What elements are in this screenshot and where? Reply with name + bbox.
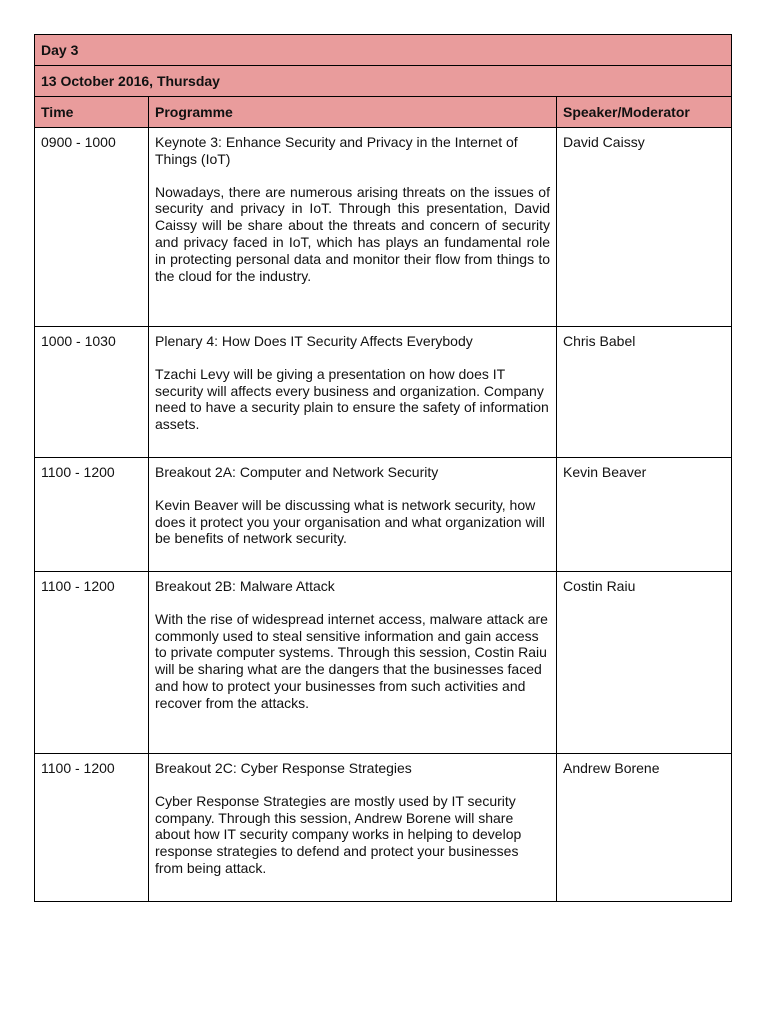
session-row	[35, 128, 732, 327]
date-row	[35, 66, 732, 97]
session-row	[35, 327, 732, 458]
session-programme	[149, 572, 557, 754]
session-title: Plenary 4: How Does IT Security Affects Everybody	[155, 333, 473, 349]
schedule-table	[34, 34, 732, 902]
session-time: 1100 - 1200	[35, 754, 149, 902]
session-row	[35, 754, 732, 902]
session-speaker: Andrew Borene	[557, 754, 732, 902]
date-label: 13 October 2016, Thursday	[35, 66, 732, 97]
speaker-header: Speaker/Moderator	[557, 97, 732, 128]
session-time: 1100 - 1200	[35, 572, 149, 754]
session-description: Nowadays, there are numerous arising threats on the issues of security and privacy in IoT. Through this presentation, David Caissy will be share about the threats and concern of security and privacy faced in IoT, which has plays an fundamental role in protecting personal data and monitor their flow from things to the cloud for the industry.	[155, 183, 550, 284]
programme-header: Programme	[149, 97, 557, 128]
day-label: Day 3	[35, 35, 732, 66]
session-row	[35, 458, 732, 572]
session-programme	[149, 754, 557, 902]
session-time: 0900 - 1000	[35, 128, 149, 327]
session-title: Breakout 2B: Malware Attack	[155, 578, 335, 594]
session-speaker: Costin Raiu	[557, 572, 732, 754]
session-description: Kevin Beaver will be discussing what is network security, how does it protect you your organisation and what organization will be benefits of network security.	[155, 496, 545, 547]
session-speaker: David Caissy	[557, 128, 732, 327]
session-programme	[149, 128, 557, 327]
session-description: With the rise of widespread internet access, malware attack are commonly used to steal sensitive information and gain access to private computer systems. Through this session, Costin Raiu will be sharing what are the dangers that the businesses faced and how to protect your businesses from such activities and recover from the attacks.	[155, 610, 548, 711]
session-speaker: Chris Babel	[557, 327, 732, 458]
session-row	[35, 572, 732, 754]
session-title: Keynote 3: Enhance Security and Privacy in the Internet of Things (IoT)	[155, 134, 518, 167]
session-description: Tzachi Levy will be giving a presentation on how does IT security will affects every business and organization. Company need to have a security plain to ensure the safety of information assets.	[155, 365, 549, 433]
session-time: 1000 - 1030	[35, 327, 149, 458]
session-speaker: Kevin Beaver	[557, 458, 732, 572]
session-title: Breakout 2A: Computer and Network Security	[155, 464, 439, 480]
session-programme	[149, 458, 557, 572]
day-row	[35, 35, 732, 66]
column-header-row	[35, 97, 732, 128]
session-programme	[149, 327, 557, 458]
session-description: Cyber Response Strategies are mostly used by IT security company. Through this session, Andrew Borene will share about how IT security company works in helping to develop response strategies to defend and protect your businesses from being attack.	[155, 792, 522, 876]
session-title: Breakout 2C: Cyber Response Strategies	[155, 760, 412, 776]
session-time: 1100 - 1200	[35, 458, 149, 572]
time-header: Time	[35, 97, 149, 128]
